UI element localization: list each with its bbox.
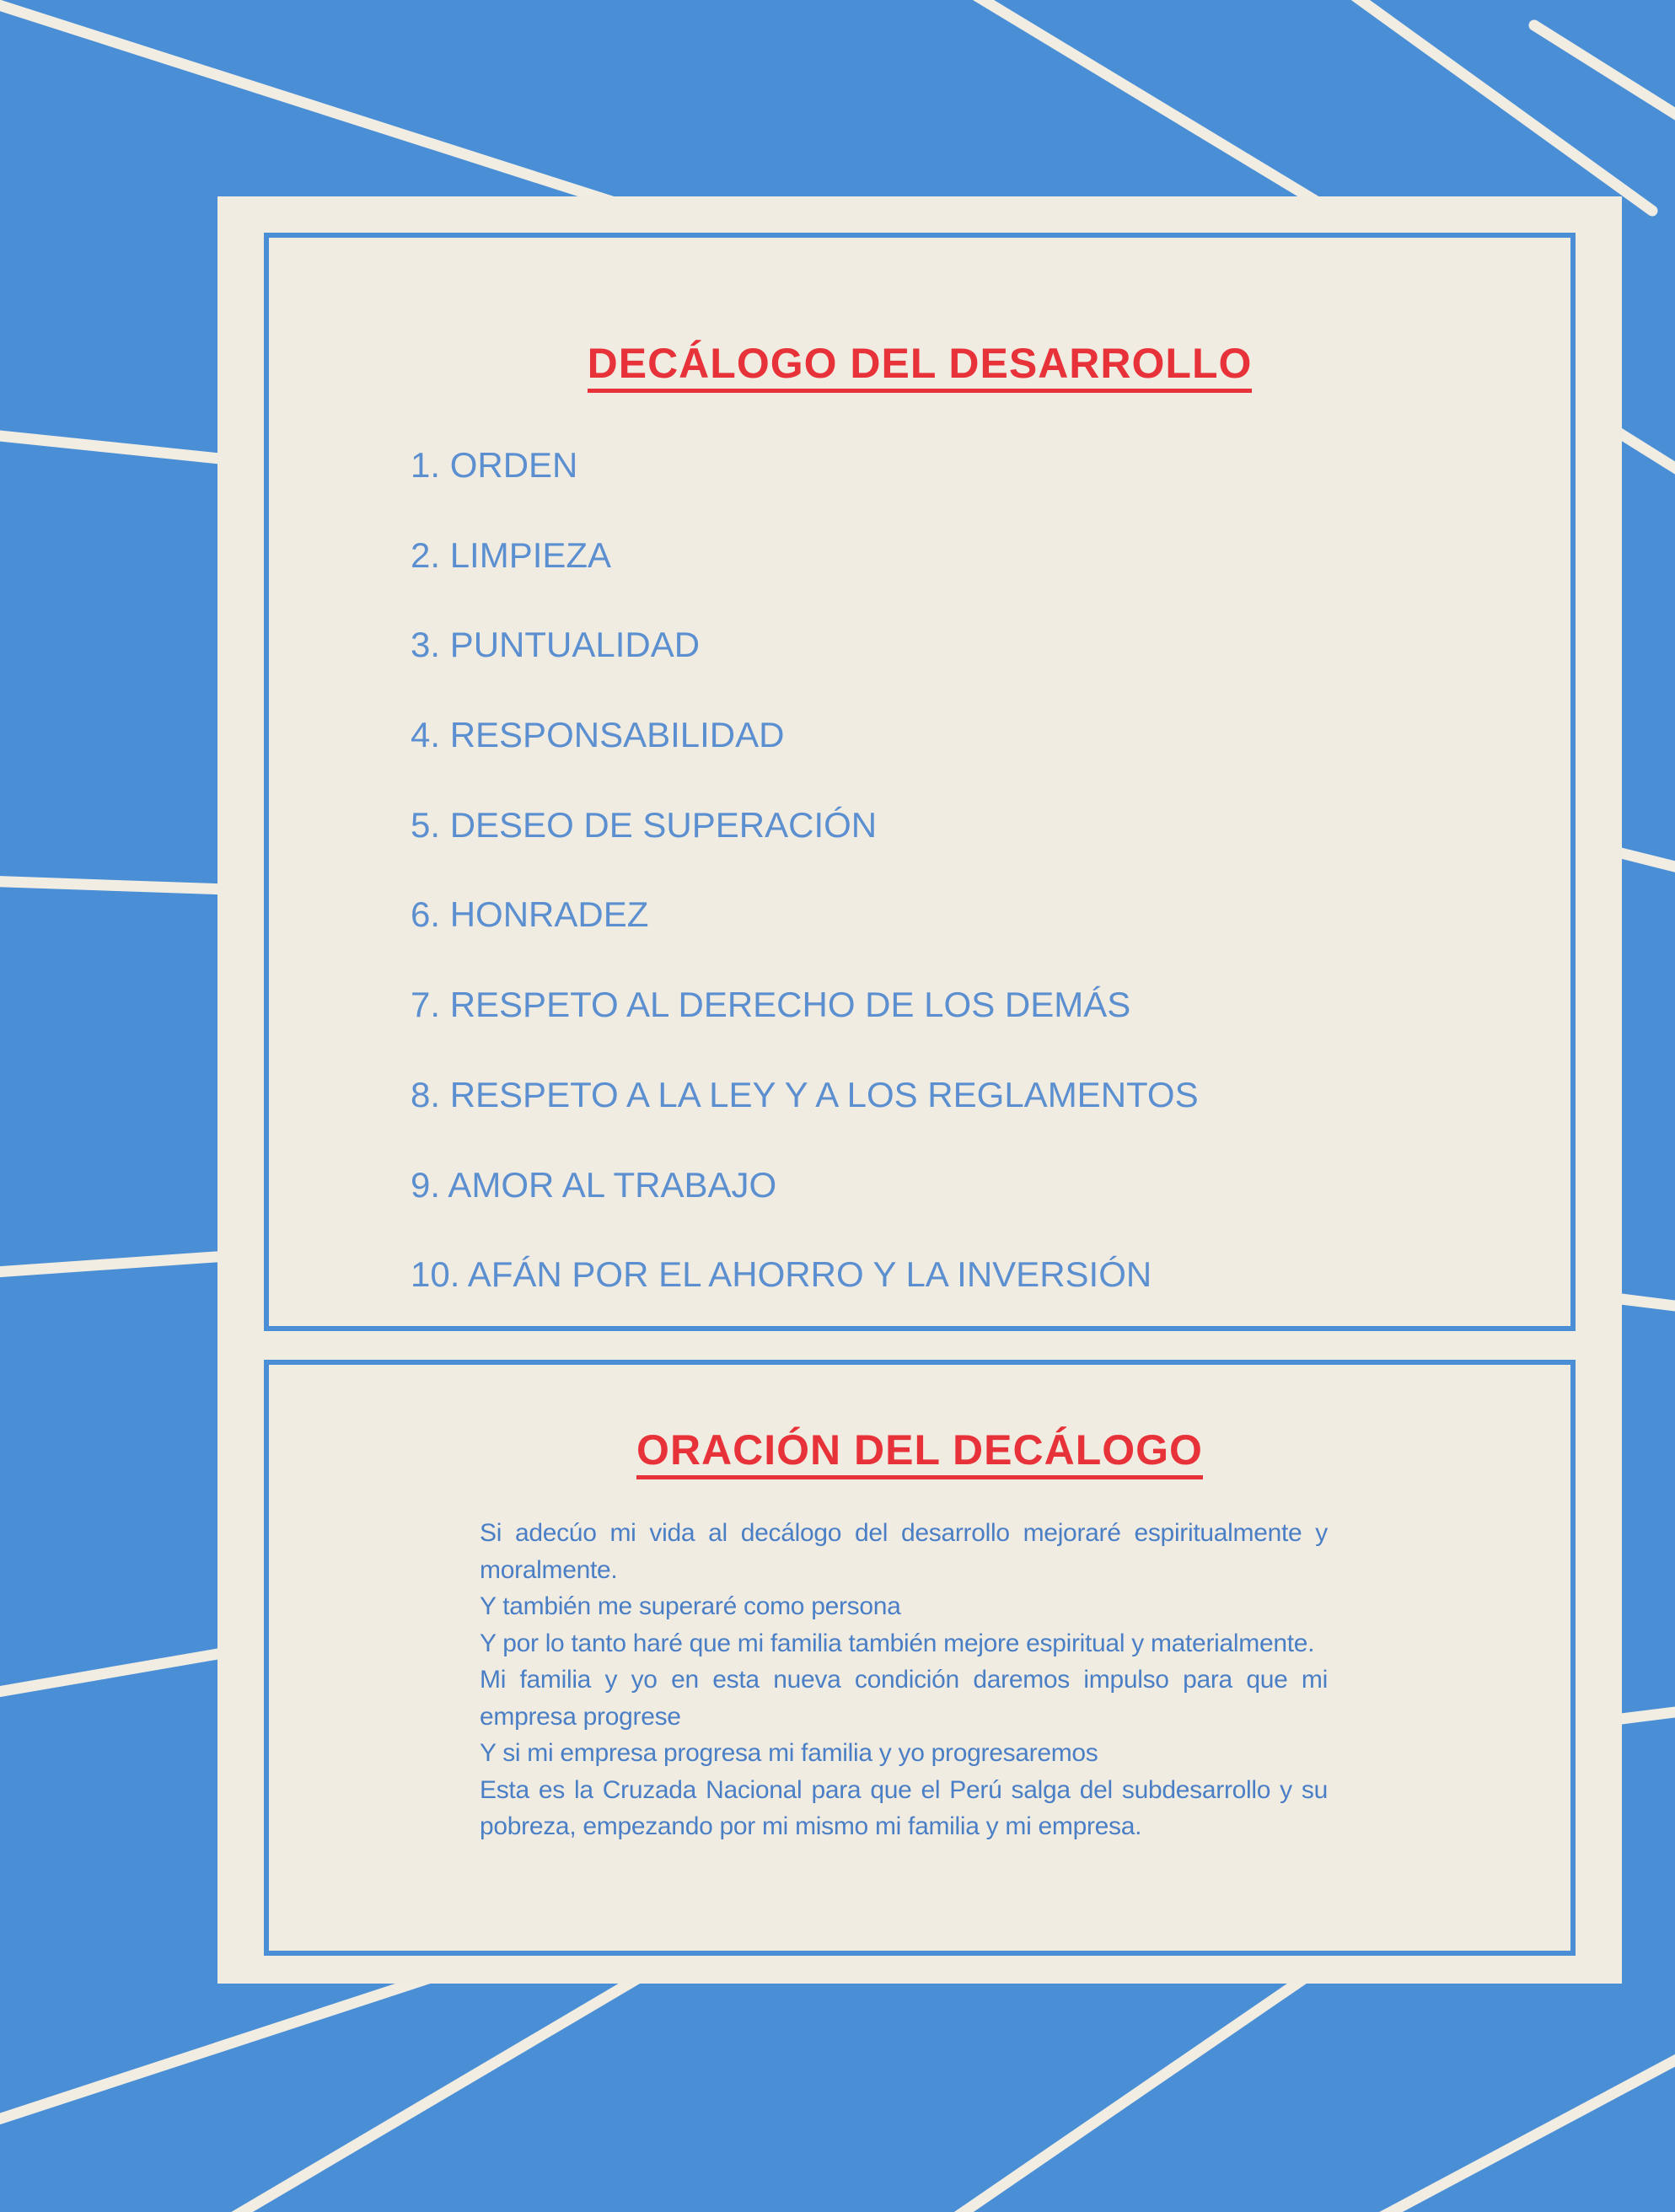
cream-panel (217, 196, 1622, 1984)
principle-item: 6. HONRADEZ (411, 894, 649, 935)
stripe (0, 434, 228, 459)
stripe (219, 1977, 641, 2212)
principle-item: 5. DESEO DE SUPERACIÓN (411, 804, 878, 845)
prayer-text (480, 1515, 1328, 1845)
principle-item: 8. RESPETO A LA LEY Y A LOS REGLAMENTOS (411, 1074, 1199, 1114)
decalogo-title (269, 339, 1570, 393)
stripe (1614, 851, 1675, 868)
prayer-paragraph: Esta es la Cruzada Nacional para que el Perú salga del subdesarrollo y su pobreza, empezando por mi mismo mi familia y mi empresa. (480, 1775, 1328, 1840)
prayer-paragraph: Si adecúo mi vida al decálogo del desarrollo mejoraré espiritualmente y moralmente. (480, 1519, 1328, 1584)
decalogo-title-text: DECÁLOGO DEL DESARROLLO (588, 341, 1253, 393)
stripe (944, 1977, 1307, 2212)
stripe (1349, 0, 1652, 211)
principle-item: 4. RESPONSABILIDAD (411, 715, 785, 755)
stripe (1366, 2057, 1675, 2212)
stripe (1614, 430, 1675, 472)
stripe (969, 0, 1332, 211)
principle-item: 7. RESPETO AL DERECHO DE LOS DEMÁS (411, 985, 1131, 1025)
stripe (1614, 1298, 1675, 1307)
stripe (1534, 25, 1675, 118)
principle-item: 1. ORDEN (411, 445, 578, 485)
stripe (0, 881, 228, 889)
stripe (1614, 1711, 1675, 1720)
oracion-title (269, 1425, 1570, 1479)
stripe (0, 0, 641, 211)
oracion-section (264, 1360, 1576, 1956)
oracion-title-text: ORACIÓN DEL DECÁLOGO (636, 1427, 1203, 1479)
principles-list (411, 444, 1199, 1344)
principle-item: 10. AFÁN POR EL AHORRO Y LA INVERSIÓN (411, 1254, 1152, 1295)
principle-item: 9. AMOR AL TRABAJO (411, 1164, 777, 1205)
prayer-paragraph: Y si mi empresa progresa mi familia y yo progresaremos (480, 1739, 1098, 1767)
stripe (0, 1964, 472, 2124)
prayer-paragraph: Y también me superaré como persona (480, 1592, 901, 1620)
prayer-paragraph: Mi familia y yo en esta nueva condición daremos impulso para que mi empresa progrese (480, 1666, 1328, 1731)
stripe (0, 1652, 228, 1694)
stripe (0, 1256, 228, 1273)
principle-item: 3. PUNTUALIDAD (411, 625, 701, 665)
decalogo-section (264, 233, 1576, 1331)
principle-item: 2. LIMPIEZA (411, 534, 612, 575)
prayer-paragraph: Y por lo tanto haré que mi familia también mejore espiritual y materialmente. (480, 1629, 1315, 1657)
